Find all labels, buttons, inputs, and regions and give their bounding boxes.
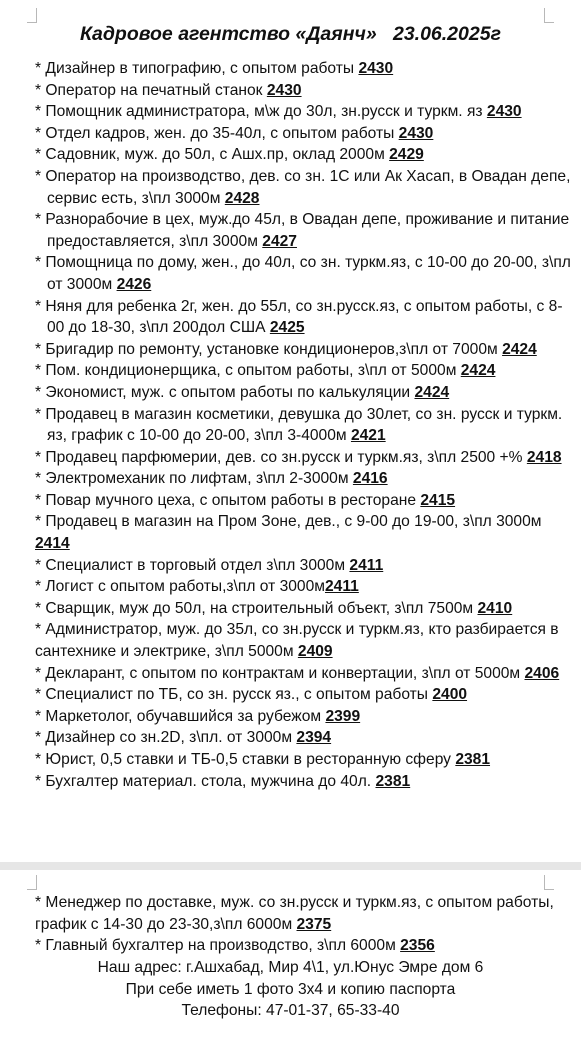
job-description: * Специалист по ТБ, со зн. русск яз., с опытом работы: [35, 686, 433, 704]
job-listing: [35, 684, 571, 706]
job-code: 2394: [296, 729, 332, 747]
page-title: Кадровое агентство «Даянч» 23.06.2025г: [80, 23, 501, 45]
job-listing: [35, 404, 571, 447]
job-code: 2430: [486, 103, 522, 121]
job-description: * Декларант, с опытом по контрактам и конвертации, з\пл от 5000м: [35, 664, 525, 682]
job-code: 2414: [35, 535, 70, 553]
job-code: 2429: [389, 146, 424, 164]
job-description: * Повар мучного цеха, с опытом работы в ресторане: [35, 491, 421, 509]
job-description: * Бухгалтер материал. стола, мужчина до 40л.: [35, 772, 376, 790]
page-2: [0, 870, 581, 1057]
job-description: * Бригадир по ремонту, установке кондиционеров,з\пл от 7000м: [35, 340, 503, 358]
job-description: * Юрист, 0,5 ставки и ТБ-0,5 ставки в ресторанную сферу: [35, 751, 456, 768]
job-listing: [35, 468, 571, 490]
job-listing: [35, 360, 571, 382]
contact-block: [0, 957, 581, 1022]
job-description: * Дизайнер со зн.2D, з\пл. от 3000м: [35, 729, 297, 747]
job-code: 2418: [526, 448, 562, 466]
job-listing: [35, 144, 571, 166]
job-listing: [35, 555, 571, 577]
job-listing: [35, 935, 571, 957]
job-description: * Садовник, муж. до 50л, с Ашх.пр, оклад 2000м: [35, 146, 390, 164]
job-code: 2421: [350, 427, 386, 445]
job-code: 2399: [325, 707, 361, 725]
job-code: 2415: [420, 491, 456, 509]
job-code: 2425: [269, 319, 305, 337]
job-listing: [35, 576, 571, 598]
job-listing: [35, 490, 571, 512]
job-code: 2356: [400, 937, 435, 955]
job-listing: [35, 101, 571, 123]
job-description: * Администратор, муж. до 35л, со зн.русск и туркм.яз, кто разбирается в сантехнике и электрике, з\пл 5000м: [35, 621, 559, 661]
job-description: * Оператор на печатный станок: [35, 81, 267, 99]
job-description: * Продавец в магазин на Пром Зоне, дев., с 9-00 до 19-00, з\пл 3000м: [35, 513, 542, 531]
job-description: * Помощник администратора, м\ж до 30л, зн.русск и туркм. яз: [35, 103, 487, 121]
job-list: [35, 58, 571, 792]
job-description: * Менеджер по доставке, муж. со зн.русск и туркм.яз, с опытом работы, график с 14-30 до 23-30,з\пл 6000м: [35, 894, 554, 933]
job-listing: [35, 123, 571, 145]
job-description: * Продавец в магазин косметики, девушка до 30лет, со зн. русск и туркм. яз, график с 10-00 до 20-00, з\пл 3-4000м: [35, 405, 563, 445]
phones-line: Телефоны: 47-01-37, 65-33-40: [181, 1002, 400, 1020]
job-code: 2430: [358, 60, 394, 77]
job-description: * Разнорабочие в цех, муж.до 45л, в Овадан депе, проживание и питание предоставляется, з\пл 3000м: [35, 211, 570, 250]
job-code: 2424: [414, 383, 450, 401]
job-code: 2428: [224, 189, 260, 207]
job-list-continued: [35, 892, 571, 957]
job-listing: [35, 166, 571, 209]
job-code: 2427: [262, 232, 297, 250]
job-description: * Продавец парфюмерии, дев. со зн.русск и туркм.яз, з\пл 2500 +%: [35, 448, 527, 466]
address-line: Наш адрес: г.Ашхабад, Мир 4\1, ул.Юнус Эмре дом 6: [97, 959, 484, 976]
job-listing: [35, 598, 571, 620]
job-code: 2410: [477, 599, 513, 617]
job-description: * Дизайнер в типографию, с опытом работы: [35, 60, 359, 77]
job-listing: [35, 447, 571, 469]
job-description: * Логист с опытом работы,з\пл от 3000м: [35, 578, 325, 596]
job-code: 2375: [296, 915, 332, 933]
crop-mark-top-left: [27, 875, 37, 890]
job-description: * Сварщик, муж до 50л, на строительный объект, з\пл 7500м: [35, 599, 478, 617]
job-description: * Маркетолог, обучавшийся за рубежом: [35, 707, 326, 725]
job-code: 2424: [502, 340, 537, 358]
job-listing: [35, 727, 571, 749]
job-code: 2426: [116, 275, 152, 293]
job-listing: [35, 58, 571, 80]
job-description: * Пом. кондиционерщика, с опытом работы, з\пл от 5000м: [35, 362, 461, 380]
job-listing: [35, 209, 571, 252]
job-code: 2411: [324, 578, 359, 596]
crop-mark-top-right: [544, 875, 554, 890]
crop-mark-top-right: [544, 8, 554, 23]
job-listing: [35, 771, 571, 793]
job-listing: [35, 80, 571, 102]
job-description: * Няня для ребенка 2г, жен. до 55л, со зн.русск.яз, с опытом работы, с 8-00 до 18-30, з\пл 200дол США: [35, 297, 563, 337]
job-listing: [35, 706, 571, 728]
job-description: * Специалист в торговый отдел з\пл 3000м: [35, 556, 350, 574]
job-description: * Отдел кадров, жен. до 35-40л, с опытом работы: [35, 124, 399, 142]
job-code: 2411: [349, 556, 384, 574]
job-listing: [35, 663, 571, 685]
job-listing: [35, 296, 571, 339]
job-listing: [35, 382, 571, 404]
job-listing: [35, 511, 571, 554]
job-listing: [35, 749, 571, 771]
job-description: * Электромеханик по лифтам, з\пл 2-3000м: [35, 470, 353, 488]
job-listing: [35, 619, 571, 662]
job-description: * Экономист, муж. с опытом работы по калькуляции: [35, 383, 415, 401]
job-code: 2430: [398, 124, 434, 142]
job-code: 2406: [524, 664, 560, 682]
crop-mark-top-left: [27, 8, 37, 23]
job-listing: [35, 339, 571, 361]
job-code: 2400: [432, 686, 468, 704]
job-code: 2409: [297, 643, 333, 661]
job-description: * Оператор на производство, дев. со зн. 1С или Ак Хасап, в Овадан депе, сервис есть, з\пл 3000м: [35, 167, 571, 207]
job-description: * Главный бухгалтер на производство, з\пл 6000м: [35, 937, 401, 955]
job-listing: [35, 252, 571, 295]
job-code: 2416: [352, 470, 388, 488]
job-code: 2430: [266, 81, 302, 99]
job-code: 2381: [455, 751, 491, 768]
job-code: 2424: [460, 362, 496, 380]
documents-note: При себе иметь 1 фото 3х4 и копию паспорта: [125, 980, 456, 998]
job-listing: [35, 892, 571, 935]
job-description: * Помощница по дому, жен., до 40л, со зн. туркм.яз, с 10-00 до 20-00, з\пл от 3000м: [35, 254, 571, 293]
job-code: 2381: [375, 772, 411, 790]
